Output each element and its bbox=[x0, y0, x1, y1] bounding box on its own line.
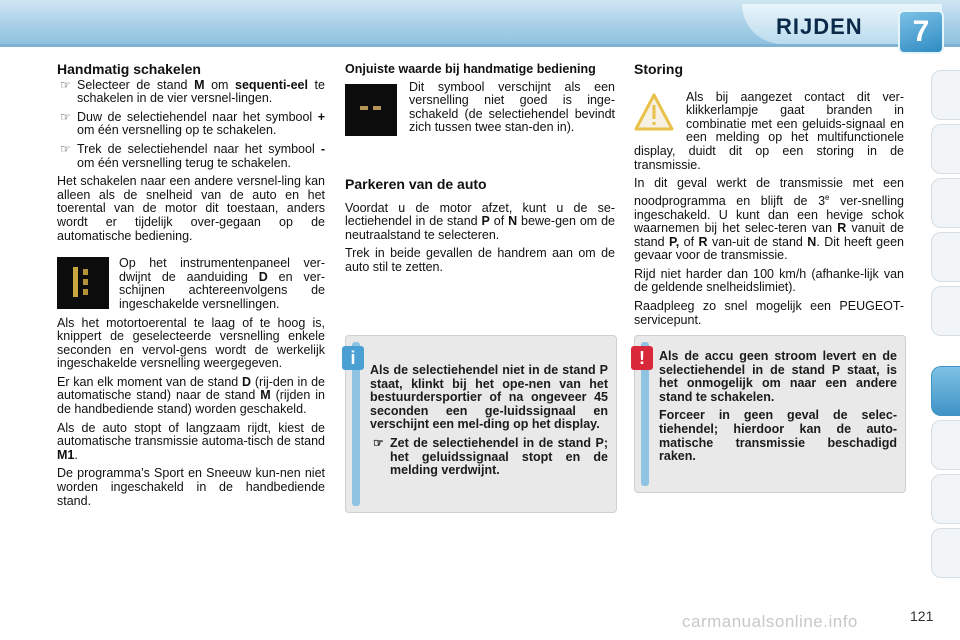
text: Voordat u de motor afzet, kunt u de se-lectiehendel in de stand bbox=[345, 200, 615, 229]
text: om bbox=[204, 77, 236, 92]
wrong-gear-image bbox=[345, 84, 397, 136]
pointing-hand-icon: ☞ bbox=[60, 77, 71, 92]
bold-text: M bbox=[194, 77, 205, 92]
text: om één versnelling terug te schakelen. bbox=[77, 155, 292, 170]
paragraph: Trek in beide gevallen de handrem aan om de auto stil te zetten. bbox=[345, 246, 615, 274]
text: In dit geval werkt de transmissie met een noodprogramma en blijft de 3 bbox=[634, 176, 904, 208]
pointing-hand-icon: ☞ bbox=[60, 141, 71, 156]
warning-exclamation-icon: ! bbox=[631, 346, 653, 370]
gear-display-figure bbox=[57, 257, 325, 311]
paragraph: De programma’s Sport en Sneeuw kun-nen niet worden ingeschakeld in de handbediende stand. bbox=[57, 466, 325, 508]
warning-lamp bbox=[634, 91, 674, 137]
paragraph: Het schakelen naar een andere versnel-ling kan alleen als de snelheid van de auto en het toerental van de motor dit toestaan, anders wordt er tijdelijk over-gegaan op de automatische bediening. bbox=[57, 174, 325, 243]
bold-text: N bbox=[508, 214, 518, 229]
text: en ver-schijnen achtereenvolgens de ingeschakelde versnellingen. bbox=[119, 269, 325, 311]
gear-indicator-image bbox=[57, 257, 109, 309]
page-number: 121 bbox=[910, 608, 934, 624]
warning-box bbox=[634, 335, 906, 493]
text: Duw de selectiehendel naar het symbool bbox=[77, 109, 318, 124]
bold-text: M1 bbox=[57, 447, 75, 462]
text: . bbox=[74, 447, 78, 462]
chapter-tab[interactable] bbox=[931, 286, 960, 336]
list-item bbox=[57, 79, 325, 106]
chapter-tab[interactable] bbox=[931, 178, 960, 228]
chapter-tab[interactable] bbox=[931, 232, 960, 282]
text: Als de auto stopt of langzaam rijdt, kiest de automatische transmissie automa-tisch de stand bbox=[57, 420, 325, 449]
list-item bbox=[370, 437, 608, 478]
info-box bbox=[345, 335, 617, 513]
chapter-tab[interactable] bbox=[931, 124, 960, 174]
watermark: carmanualsonline.info bbox=[682, 612, 858, 631]
chapter-tab[interactable] bbox=[931, 474, 960, 524]
text: Selecteer de stand bbox=[77, 77, 195, 92]
text: om één versnelling op te schakelen. bbox=[77, 123, 277, 138]
chapter-tabs bbox=[924, 60, 960, 580]
bold-text: D bbox=[242, 374, 252, 389]
section-heading-fault: Storing bbox=[634, 61, 683, 77]
gear-indicator-icon bbox=[57, 257, 109, 309]
paragraph: Dit symbool verschijnt als een versnelling niet goed is inge-schakeld (de selectiehendel bevindt zich tussen twee stan-den in). bbox=[409, 80, 615, 135]
text: vanuit de stand bbox=[634, 221, 904, 249]
paragraph bbox=[634, 177, 904, 263]
list-item bbox=[57, 111, 325, 138]
text: ver-snelling ingeschakeld. U kunt dan een hevige schok waarnemen bij het selec-teren van bbox=[634, 193, 904, 236]
warning-triangle-icon bbox=[634, 91, 674, 133]
wrong-gear-figure bbox=[345, 81, 615, 140]
bold-text: - bbox=[320, 141, 325, 156]
list-item bbox=[57, 143, 325, 170]
chapter-tab[interactable] bbox=[931, 70, 960, 120]
paragraph: Als bij aangezet contact dit ver-klikkerlampje gaat branden in combinatie met een geluids-signaal en een melding op het multifunctionele display, duidt dit op een storing in de transmissie. bbox=[634, 89, 904, 172]
text: van-uit de stand bbox=[707, 234, 808, 249]
bold-text: N bbox=[807, 234, 817, 249]
info-icon: i bbox=[342, 346, 364, 370]
text: bewe-gen om de neutraalstand te selecteren. bbox=[345, 214, 616, 242]
bold-text: D bbox=[258, 269, 268, 284]
pointing-hand-icon: ☞ bbox=[373, 435, 384, 450]
section-heading-manual-shifting: Handmatig schakelen bbox=[57, 61, 201, 77]
section-heading-wrong-value: Onjuiste waarde bij handmatige bediening bbox=[345, 62, 596, 76]
superscript: e bbox=[825, 192, 830, 202]
section-heading-parking: Parkeren van de auto bbox=[345, 175, 487, 192]
right-column bbox=[634, 63, 904, 332]
text: of bbox=[489, 214, 509, 229]
paragraph: Rijd niet harder dan 100 km/h (afhanke-lijk van de geldende snelheidslimiet). bbox=[634, 266, 904, 295]
info-text: Als de selectiehendel niet in de stand P staat, klinkt bij het ope-nen van het bestuurdersportier of na ongeveer 45 seconden een ge-luidssignaal en verschijnt een mel-ding op het display. bbox=[370, 363, 608, 432]
bold-text: P bbox=[481, 214, 490, 229]
warning-text: Als de accu geen stroom levert en de selectiehendel in de stand P staat, is het onmogelijk om naar een andere stand te schakelen. bbox=[659, 349, 897, 404]
paragraph: Als het motortoerental te laag of te hoog is, knippert de geselecteerde versnelling enkele seconden en vervol-gens wordt de werkelijk ingeschakelde versnelling weergegeven. bbox=[57, 315, 325, 371]
text: (rijden in de handbediende stand) worden geschakeld. bbox=[57, 388, 325, 417]
left-column bbox=[57, 63, 325, 513]
header-divider bbox=[0, 44, 960, 47]
bold-text: sequenti-eel bbox=[235, 77, 308, 92]
bold-text: R bbox=[698, 234, 708, 249]
paragraph bbox=[345, 202, 615, 243]
chapter-number-badge: 7 bbox=[898, 10, 944, 54]
chapter-title: RIJDEN bbox=[776, 14, 863, 39]
info-box-content bbox=[370, 364, 608, 483]
text: Zet de selectiehendel in de stand P; het geluidssignaal stopt en de melding verdwijnt. bbox=[390, 435, 608, 478]
text: Er kan elk moment van de stand bbox=[57, 374, 243, 389]
chapter-tab-active[interactable] bbox=[931, 366, 960, 416]
dashes-indicator-icon bbox=[345, 84, 397, 136]
paragraph: Raadpleeg zo snel mogelijk een PEUGEOT-servicepunt. bbox=[634, 299, 904, 327]
text: of bbox=[679, 234, 699, 249]
warning-text: Forceer in geen geval de selec-tiehendel; hierdoor kan de auto-matische transmissie beschadigd raken. bbox=[659, 408, 897, 464]
text: . Dit heeft geen gevaar voor de transmissie. bbox=[634, 234, 904, 263]
bold-text: P, bbox=[669, 234, 680, 249]
text: Trek de selectiehendel naar het symbool bbox=[77, 141, 321, 156]
paragraph bbox=[57, 376, 325, 417]
bold-text: R bbox=[837, 221, 847, 236]
text: (rij-den in de automatische stand) naar de stand bbox=[57, 374, 325, 403]
warning-lamp-figure bbox=[634, 91, 904, 173]
paragraph bbox=[57, 422, 325, 463]
chapter-tab[interactable] bbox=[931, 528, 960, 578]
bold-text: + bbox=[317, 109, 325, 124]
bold-text: M bbox=[260, 388, 271, 403]
middle-column bbox=[345, 63, 615, 280]
warning-box-content bbox=[659, 350, 897, 469]
pointing-hand-icon: ☞ bbox=[60, 109, 71, 124]
text: Op het instrumentenpaneel ver-dwijnt de aanduiding bbox=[119, 256, 325, 284]
text: te schakelen in de vier versnel-lingen. bbox=[77, 77, 325, 106]
chapter-tab[interactable] bbox=[931, 420, 960, 470]
